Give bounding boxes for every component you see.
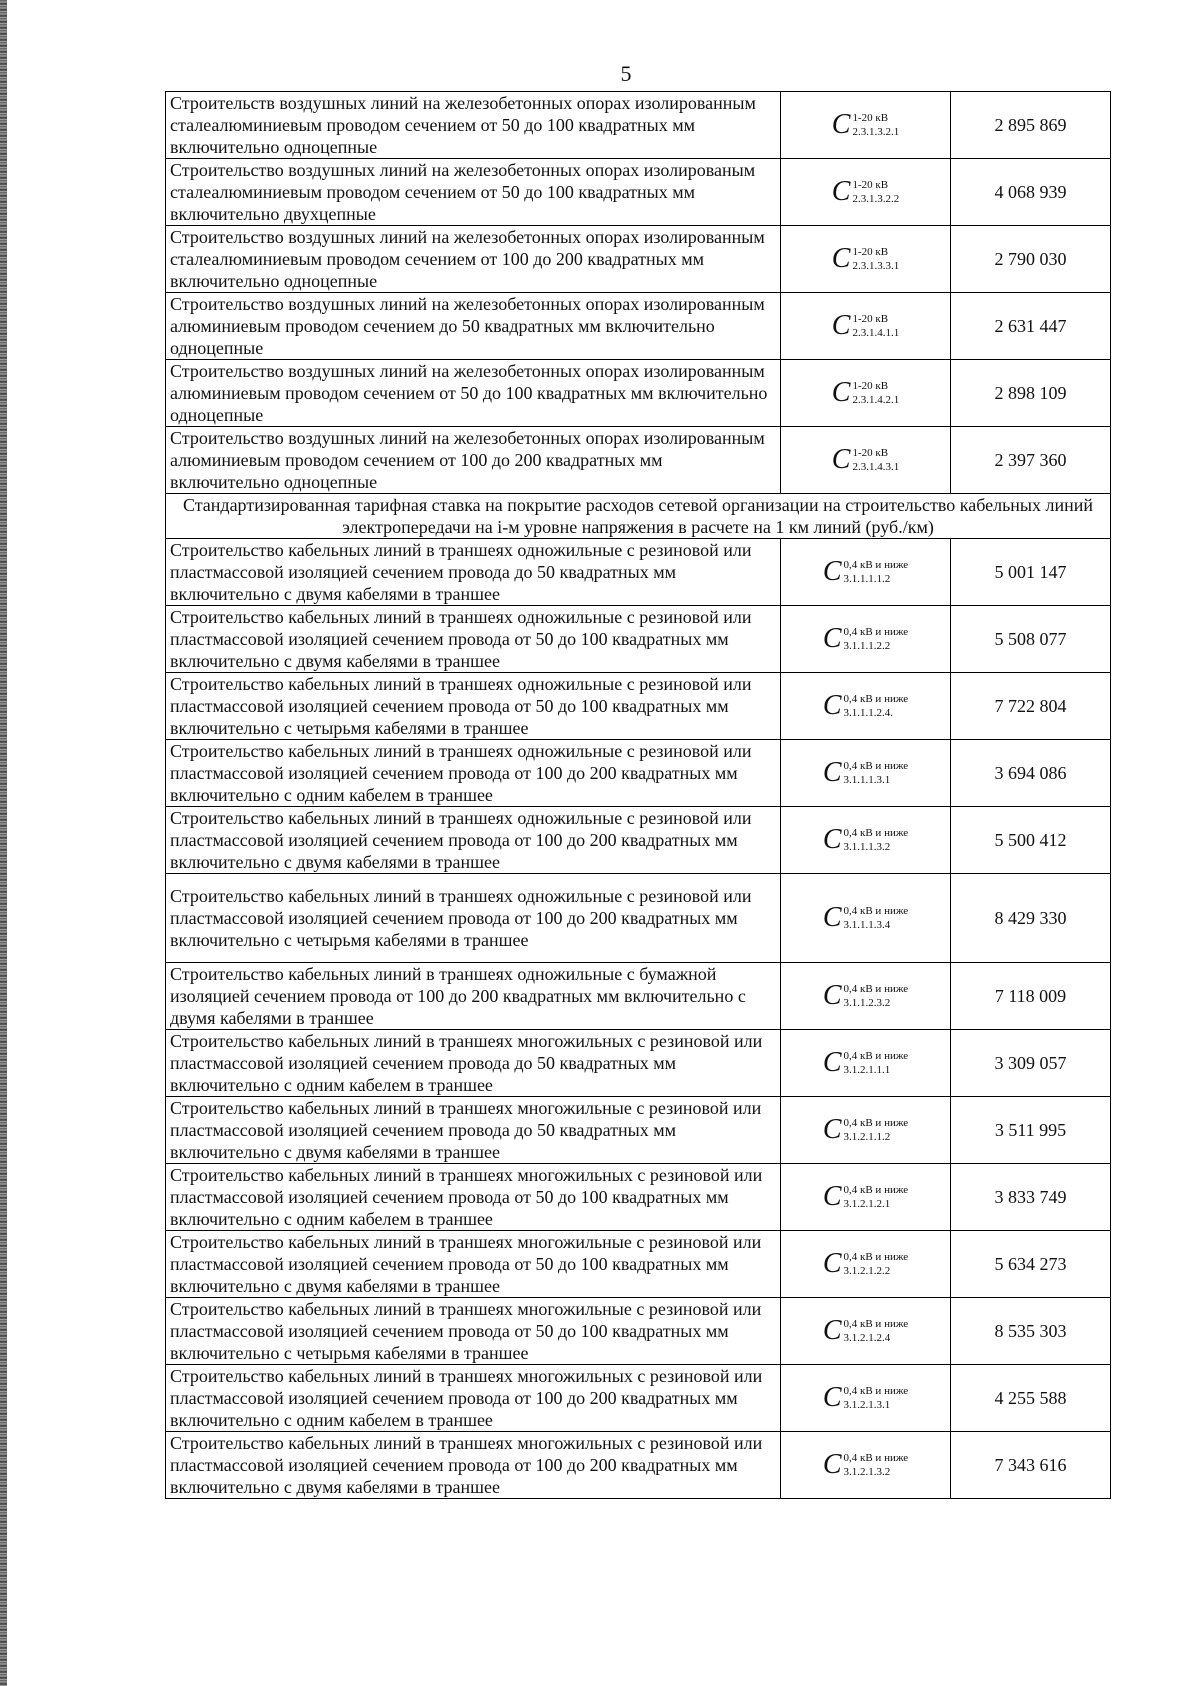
rate-code: 2.3.1.4.2.1 [852, 393, 900, 406]
row-description: Строительство кабельных линий в траншеях многожильные с резиновой или пластмассовой изоляцией сечением провода до 50 квадратных мм включительно с двумя кабелями в траншее [166, 1097, 781, 1164]
row-description: Строительств воздушных линий на железобетонных опорах изолированным сталеалюминиевым проводом сечением от 50 до 100 квадратных мм включительно одноцепные [166, 92, 781, 159]
voltage-level: 0,4 кВ и ниже [843, 1250, 909, 1263]
table-row [166, 1432, 1111, 1499]
voltage-level: 0,4 кВ и ниже [843, 826, 909, 839]
voltage-level: 0,4 кВ и ниже [843, 982, 909, 995]
row-formula-cell [781, 360, 951, 427]
tariff-formula [823, 1049, 908, 1077]
voltage-level: 0,4 кВ и ниже [843, 1116, 909, 1129]
formula-symbol: C [822, 1047, 842, 1078]
tariff-formula [832, 312, 899, 340]
table-row [166, 360, 1111, 427]
section-header: Стандартизированная тарифная ставка на покрытие расходов сетевой организации на строительство кабельных линий электропередачи на i-м уровне напряжения в расчете на 1 км линий (руб./км) [166, 494, 1111, 539]
table-row [166, 1097, 1111, 1164]
table-row [166, 1164, 1111, 1231]
tariff-formula [823, 1317, 908, 1345]
row-description: Строительство кабельных линий в траншеях одножильные с резиновой или пластмассовой изоляцией сечением провода до 50 квадратных мм включительно с двумя кабелями в траншее [166, 539, 781, 606]
cable-lines-body [166, 539, 1111, 1499]
table-row [166, 92, 1111, 159]
formula-indices [844, 1050, 909, 1077]
voltage-level: 0,4 кВ и ниже [843, 1451, 909, 1464]
row-value: 7 722 804 [951, 673, 1111, 740]
tariff-formula [823, 1183, 908, 1211]
row-description: Строительство кабельных линий в траншеях одножильные с резиновой или пластмассовой изоляцией сечением провода от 50 до 100 квадратных мм включительно с четырьмя кабелями в траншее [166, 673, 781, 740]
formula-indices [852, 246, 899, 273]
rate-code: 3.1.1.1.2.2 [843, 639, 891, 652]
rate-code: 2.3.1.4.1.1 [852, 326, 900, 339]
table-row [166, 427, 1111, 494]
rate-code: 3.1.2.1.1.2 [843, 1130, 891, 1143]
rate-code: 2.3.1.4.3.1 [852, 460, 900, 473]
row-description: Строительство кабельных линий в траншеях многожильных с резиновой или пластмассовой изоляцией сечением провода от 50 до 100 квадратных мм включительно с одним кабелем в траншее [166, 1164, 781, 1231]
formula-symbol: C [822, 824, 842, 855]
formula-symbol: C [822, 1315, 842, 1346]
row-description: Строительство кабельных линий в траншеях многожильные с резиновой или пластмассовой изоляцией сечением провода от 50 до 100 квадратных мм включительно с двумя кабелями в траншее [166, 1231, 781, 1298]
voltage-level: 1-20 кВ [852, 446, 889, 459]
formula-symbol: C [822, 623, 842, 654]
formula-indices [844, 1117, 909, 1144]
row-value: 5 001 147 [951, 539, 1111, 606]
row-value: 3 833 749 [951, 1164, 1111, 1231]
voltage-level: 0,4 кВ и ниже [843, 904, 909, 917]
tariff-formula [832, 245, 899, 273]
row-description: Строительство воздушных линий на железобетонных опорах изолированным алюминиевым проводом сечением от 50 до 100 квадратных мм включительно одноцепные [166, 360, 781, 427]
row-description: Строительство воздушных линий на железобетонных опорах изолированным алюминиевым проводом сечением до 50 квадратных мм включительно одноцепные [166, 293, 781, 360]
formula-indices [852, 179, 899, 206]
voltage-level: 0,4 кВ и ниже [843, 1183, 909, 1196]
table-row [166, 539, 1111, 606]
formula-symbol: C [822, 556, 842, 587]
row-value: 4 255 588 [951, 1365, 1111, 1432]
table-row [166, 1298, 1111, 1365]
row-formula-cell [781, 963, 951, 1030]
rate-code: 3.1.2.1.1.1 [843, 1063, 891, 1076]
table-row [166, 159, 1111, 226]
row-formula-cell [781, 92, 951, 159]
row-value: 7 118 009 [951, 963, 1111, 1030]
voltage-level: 0,4 кВ и ниже [843, 759, 909, 772]
formula-indices [844, 760, 909, 787]
row-formula-cell [781, 539, 951, 606]
rate-code: 3.1.2.1.3.2 [843, 1465, 891, 1478]
row-value: 5 508 077 [951, 606, 1111, 673]
row-formula-cell [781, 606, 951, 673]
formula-symbol: C [831, 377, 851, 408]
tariff-formula [823, 904, 908, 932]
table-row [166, 807, 1111, 874]
formula-symbol: C [822, 1114, 842, 1145]
row-value: 5 634 273 [951, 1231, 1111, 1298]
row-value: 5 500 412 [951, 807, 1111, 874]
row-formula-cell [781, 1231, 951, 1298]
row-formula-cell [781, 427, 951, 494]
table-row [166, 606, 1111, 673]
formula-indices [852, 313, 899, 340]
tariff-formula [823, 692, 908, 720]
voltage-level: 1-20 кВ [852, 379, 889, 392]
table-row [166, 740, 1111, 807]
row-value: 4 068 939 [951, 159, 1111, 226]
row-formula-cell [781, 1097, 951, 1164]
formula-symbol: C [822, 690, 842, 721]
overhead-lines-body [166, 92, 1111, 494]
tariff-formula [823, 558, 908, 586]
voltage-level: 0,4 кВ и ниже [843, 692, 909, 705]
rate-code: 3.1.2.1.2.2 [843, 1264, 891, 1277]
row-formula-cell [781, 1164, 951, 1231]
row-description: Строительство воздушных линий на железобетонных опорах изолированным алюминиевым проводом сечением от 100 до 200 квадратных мм включительно одноцепные [166, 427, 781, 494]
rate-code: 3.1.1.1.1.2 [843, 572, 891, 585]
formula-symbol: C [822, 1382, 842, 1413]
voltage-level: 0,4 кВ и ниже [843, 1384, 909, 1397]
formula-symbol: C [831, 444, 851, 475]
tariff-table [165, 91, 1111, 1499]
table-row [166, 874, 1111, 963]
row-description: Строительство кабельных линий в траншеях одножильные с бумажной изоляцией сечением провода от 100 до 200 квадратных мм включительно с двумя кабелями в траншее [166, 963, 781, 1030]
row-description: Строительство кабельных линий в траншеях многожильных с резиновой или пластмассовой изоляцией сечением провода до 50 квадратных мм включительно с одним кабелем в траншее [166, 1030, 781, 1097]
rate-code: 3.1.2.1.2.1 [843, 1197, 891, 1210]
formula-indices [844, 693, 909, 720]
row-value: 2 898 109 [951, 360, 1111, 427]
row-formula-cell [781, 226, 951, 293]
voltage-level: 1-20 кВ [852, 312, 889, 325]
section-header-body [166, 494, 1111, 539]
row-description: Строительство кабельных линий в траншеях одножильные с резиновой или пластмассовой изоляцией сечением провода от 100 до 200 квадратных мм включительно с двумя кабелями в траншее [166, 807, 781, 874]
rate-code: 3.1.1.2.3.2 [843, 996, 891, 1009]
table-row [166, 1365, 1111, 1432]
formula-symbol: C [822, 980, 842, 1011]
formula-indices [844, 1452, 909, 1479]
row-formula-cell [781, 1030, 951, 1097]
row-value: 2 631 447 [951, 293, 1111, 360]
rate-code: 2.3.1.3.2.1 [852, 125, 900, 138]
tariff-formula [832, 178, 899, 206]
formula-indices [852, 380, 899, 407]
voltage-level: 1-20 кВ [852, 245, 889, 258]
row-value: 2 790 030 [951, 226, 1111, 293]
voltage-level: 0,4 кВ и ниже [843, 1317, 909, 1330]
formula-symbol: C [831, 109, 851, 140]
table-row [166, 1231, 1111, 1298]
formula-symbol: C [822, 1449, 842, 1480]
scan-edge [0, 0, 7, 1686]
rate-code: 3.1.1.1.3.4 [843, 918, 891, 931]
row-value: 2 397 360 [951, 427, 1111, 494]
formula-indices [844, 983, 909, 1010]
row-formula-cell [781, 1432, 951, 1499]
voltage-level: 1-20 кВ [852, 178, 889, 191]
formula-symbol: C [831, 243, 851, 274]
table-row [166, 963, 1111, 1030]
row-value: 7 343 616 [951, 1432, 1111, 1499]
voltage-level: 0,4 кВ и ниже [843, 625, 909, 638]
tariff-formula [823, 1250, 908, 1278]
section-header-row [166, 494, 1111, 539]
formula-symbol: C [822, 902, 842, 933]
row-formula-cell [781, 293, 951, 360]
rate-code: 3.1.1.1.2.4. [843, 706, 893, 719]
row-formula-cell [781, 673, 951, 740]
table-row [166, 673, 1111, 740]
row-formula-cell [781, 1298, 951, 1365]
row-formula-cell [781, 159, 951, 226]
formula-indices [844, 905, 909, 932]
table-row [166, 226, 1111, 293]
table-row [166, 293, 1111, 360]
formula-indices [844, 1318, 909, 1345]
formula-symbol: C [822, 1181, 842, 1212]
formula-symbol: C [822, 757, 842, 788]
formula-indices [844, 626, 909, 653]
table-row [166, 1030, 1111, 1097]
row-formula-cell [781, 874, 951, 963]
voltage-level: 1-20 кВ [852, 111, 889, 124]
row-formula-cell [781, 807, 951, 874]
rate-code: 2.3.1.3.2.2 [852, 192, 900, 205]
row-formula-cell [781, 740, 951, 807]
row-description: Строительство кабельных линий в траншеях многожильные с резиновой или пластмассовой изоляцией сечением провода от 50 до 100 квадратных мм включительно с четырьмя кабелями в траншее [166, 1298, 781, 1365]
row-value: 3 694 086 [951, 740, 1111, 807]
formula-indices [844, 559, 909, 586]
row-value: 3 511 995 [951, 1097, 1111, 1164]
voltage-level: 0,4 кВ и ниже [843, 1049, 909, 1062]
row-value: 8 429 330 [951, 874, 1111, 963]
rate-code: 2.3.1.3.3.1 [852, 259, 900, 272]
tariff-formula [832, 379, 899, 407]
row-value: 3 309 057 [951, 1030, 1111, 1097]
tariff-formula [823, 826, 908, 854]
formula-indices [844, 827, 909, 854]
row-description: Строительство кабельных линий в траншеях одножильные с резиновой или пластмассовой изоляцией сечением провода от 50 до 100 квадратных мм включительно с двумя кабелями в траншее [166, 606, 781, 673]
voltage-level: 0,4 кВ и ниже [843, 558, 909, 571]
tariff-formula [823, 1451, 908, 1479]
formula-symbol: C [822, 1248, 842, 1279]
rate-code: 3.1.2.1.2.4 [843, 1331, 891, 1344]
tariff-formula [823, 1384, 908, 1412]
formula-indices [844, 1385, 909, 1412]
row-description: Строительство кабельных линий в траншеях многожильных с резиновой или пластмассовой изоляцией сечением провода от 100 до 200 квадратных мм включительно с двумя кабелями в траншее [166, 1432, 781, 1499]
formula-indices [852, 447, 899, 474]
row-description: Строительство кабельных линий в траншеях многожильных с резиновой или пластмассовой изоляцией сечением провода от 100 до 200 квадратных мм включительно с одним кабелем в траншее [166, 1365, 781, 1432]
formula-symbol: C [831, 176, 851, 207]
rate-code: 3.1.2.1.3.1 [843, 1398, 891, 1411]
tariff-formula [823, 759, 908, 787]
page-number: 5 [620, 61, 632, 86]
rate-code: 3.1.1.1.3.2 [843, 840, 891, 853]
tariff-formula [823, 625, 908, 653]
tariff-formula [832, 111, 899, 139]
tariff-formula [832, 446, 899, 474]
tariff-formula [823, 1116, 908, 1144]
row-description: Строительство кабельных линий в траншеях одножильные с резиновой или пластмассовой изоляцией сечением провода от 100 до 200 квадратных мм включительно с одним кабелем в траншее [166, 740, 781, 807]
rate-code: 3.1.1.1.3.1 [843, 773, 891, 786]
formula-indices [844, 1184, 909, 1211]
tariff-formula [823, 982, 908, 1010]
row-formula-cell [781, 1365, 951, 1432]
row-value: 8 535 303 [951, 1298, 1111, 1365]
formula-indices [844, 1251, 909, 1278]
formula-symbol: C [831, 310, 851, 341]
formula-indices [852, 112, 899, 139]
row-description: Строительство воздушных линий на железобетонных опорах изолированым сталеалюминиевым проводом сечением от 50 до 100 квадратных мм включительно двухцепные [166, 159, 781, 226]
row-description: Строительство воздушных линий на железобетонных опорах изолированным сталеалюминиевым проводом сечением от 100 до 200 квадратных мм включительно одноцепные [166, 226, 781, 293]
row-value: 2 895 869 [951, 92, 1111, 159]
row-description: Строительство кабельных линий в траншеях одножильные с резиновой или пластмассовой изоляцией сечением провода от 100 до 200 квадратных мм включительно с четырьмя кабелями в траншее [166, 874, 781, 963]
